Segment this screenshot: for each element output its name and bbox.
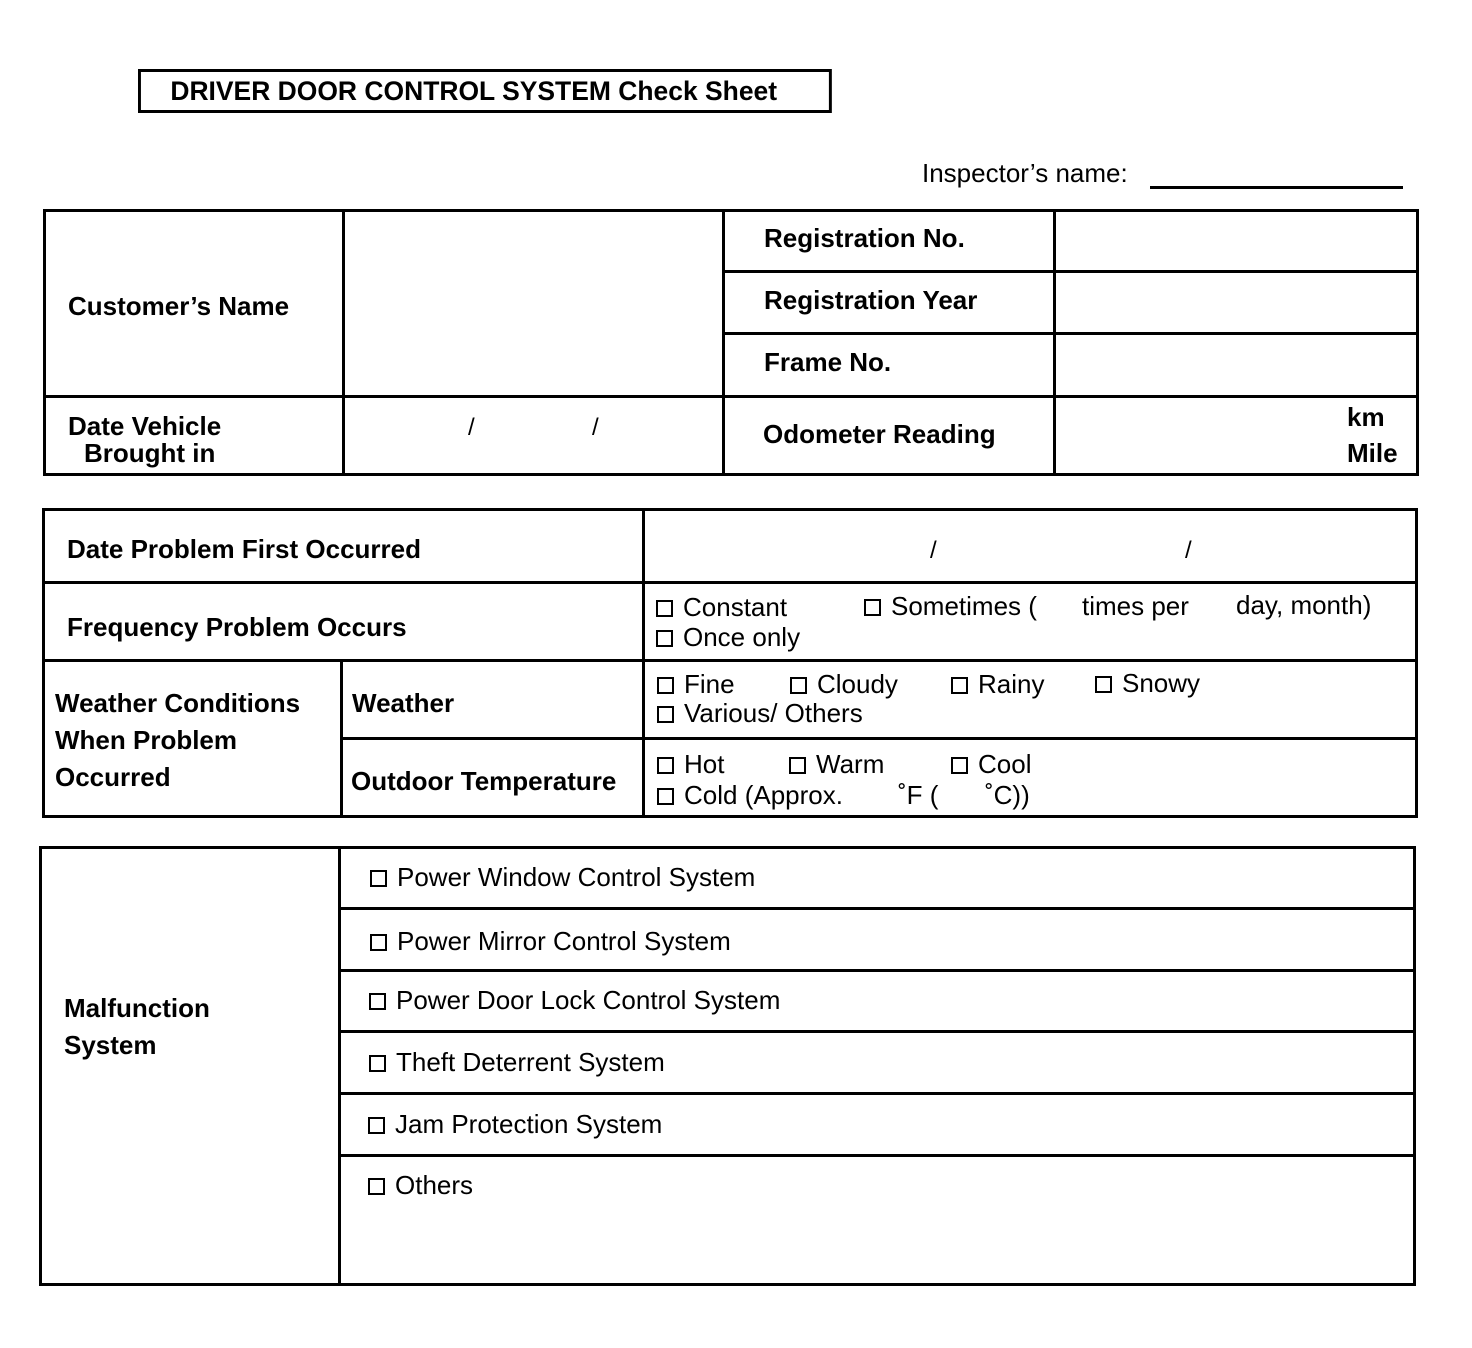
option-cloudy[interactable]: Cloudy (790, 669, 898, 699)
option-hot[interactable]: Hot (657, 749, 724, 779)
option-sometimes[interactable]: Sometimes ( (864, 591, 1037, 621)
customer-name-field[interactable] (346, 213, 720, 394)
registration-no-label: Registration No. (764, 223, 965, 253)
checkbox[interactable] (656, 630, 673, 647)
date-separator: / (592, 414, 599, 441)
option-once-only[interactable]: Once only (656, 622, 800, 652)
date-separator: / (930, 537, 937, 564)
page-title: DRIVER DOOR CONTROL SYSTEM Check Sheet (138, 69, 832, 113)
date-vehicle-label-line2: Brought in (84, 438, 216, 468)
checkbox[interactable] (369, 1055, 386, 1072)
option-power-window[interactable]: Power Window Control System (370, 862, 755, 892)
registration-year-field[interactable] (1057, 274, 1415, 330)
weather-conditions-label-line3: Occurred (55, 762, 171, 792)
checkbox[interactable] (951, 757, 968, 774)
frame-no-label: Frame No. (764, 347, 892, 377)
outdoor-temperature-label: Outdoor Temperature (351, 766, 617, 796)
date-separator: / (1185, 537, 1192, 564)
option-various-others[interactable]: Various/ Others (657, 698, 863, 728)
weather-label: Weather (352, 688, 455, 718)
option-cool[interactable]: Cool (951, 749, 1031, 779)
weather-conditions-label-line2: When Problem (55, 725, 238, 755)
date-vehicle-label-line1: Date Vehicle (68, 411, 222, 441)
option-rainy[interactable]: Rainy (951, 669, 1044, 699)
option-power-mirror[interactable]: Power Mirror Control System (370, 926, 731, 956)
celsius-label: ˚C)) (985, 780, 1030, 810)
fahrenheit-label: ˚F ( (898, 780, 939, 810)
checkbox[interactable] (790, 677, 807, 694)
odometer-label: Odometer Reading (763, 419, 996, 449)
option-constant[interactable]: Constant (656, 592, 787, 622)
weather-conditions-label-line1: Weather Conditions (55, 688, 301, 718)
malfunction-system-table (39, 846, 1416, 1286)
day-month-label: day, month) (1236, 590, 1372, 620)
registration-no-field[interactable] (1057, 213, 1415, 269)
frame-no-field[interactable] (1057, 336, 1415, 393)
malfunction-label-line2: System (64, 1030, 157, 1060)
malfunction-label-line1: Malfunction (64, 993, 210, 1023)
checkbox[interactable] (789, 757, 806, 774)
option-power-door-lock[interactable]: Power Door Lock Control System (369, 985, 780, 1015)
checkbox[interactable] (657, 788, 674, 805)
checkbox[interactable] (370, 870, 387, 887)
checkbox[interactable] (1095, 676, 1112, 693)
option-snowy[interactable]: Snowy (1095, 668, 1200, 698)
times-per-label: times per (1082, 591, 1189, 621)
frequency-label: Frequency Problem Occurs (67, 612, 407, 642)
checkbox[interactable] (369, 993, 386, 1010)
date-separator: / (468, 414, 475, 441)
inspector-label: Inspector’s name: (922, 158, 1128, 188)
checkbox[interactable] (657, 757, 674, 774)
option-others[interactable]: Others (368, 1170, 473, 1200)
checkbox[interactable] (368, 1178, 385, 1195)
registration-year-label: Registration Year (764, 285, 978, 315)
option-cold[interactable]: Cold (Approx. (657, 780, 843, 810)
option-jam-protection[interactable]: Jam Protection System (368, 1109, 662, 1139)
unit-mile: Mile (1347, 438, 1398, 468)
checkbox[interactable] (951, 677, 968, 694)
option-theft-deterrent[interactable]: Theft Deterrent System (369, 1047, 665, 1077)
customer-name-label: Customer’s Name (68, 291, 290, 321)
checkbox[interactable] (864, 599, 881, 616)
option-fine[interactable]: Fine (657, 669, 735, 699)
checkbox[interactable] (657, 706, 674, 723)
checkbox[interactable] (370, 934, 387, 951)
checkbox[interactable] (657, 677, 674, 694)
checkbox[interactable] (368, 1117, 385, 1134)
inspector-name-field[interactable] (1150, 186, 1403, 189)
checkbox[interactable] (656, 600, 673, 617)
unit-km: km (1347, 402, 1385, 432)
option-warm[interactable]: Warm (789, 749, 884, 779)
date-problem-label: Date Problem First Occurred (67, 534, 421, 564)
